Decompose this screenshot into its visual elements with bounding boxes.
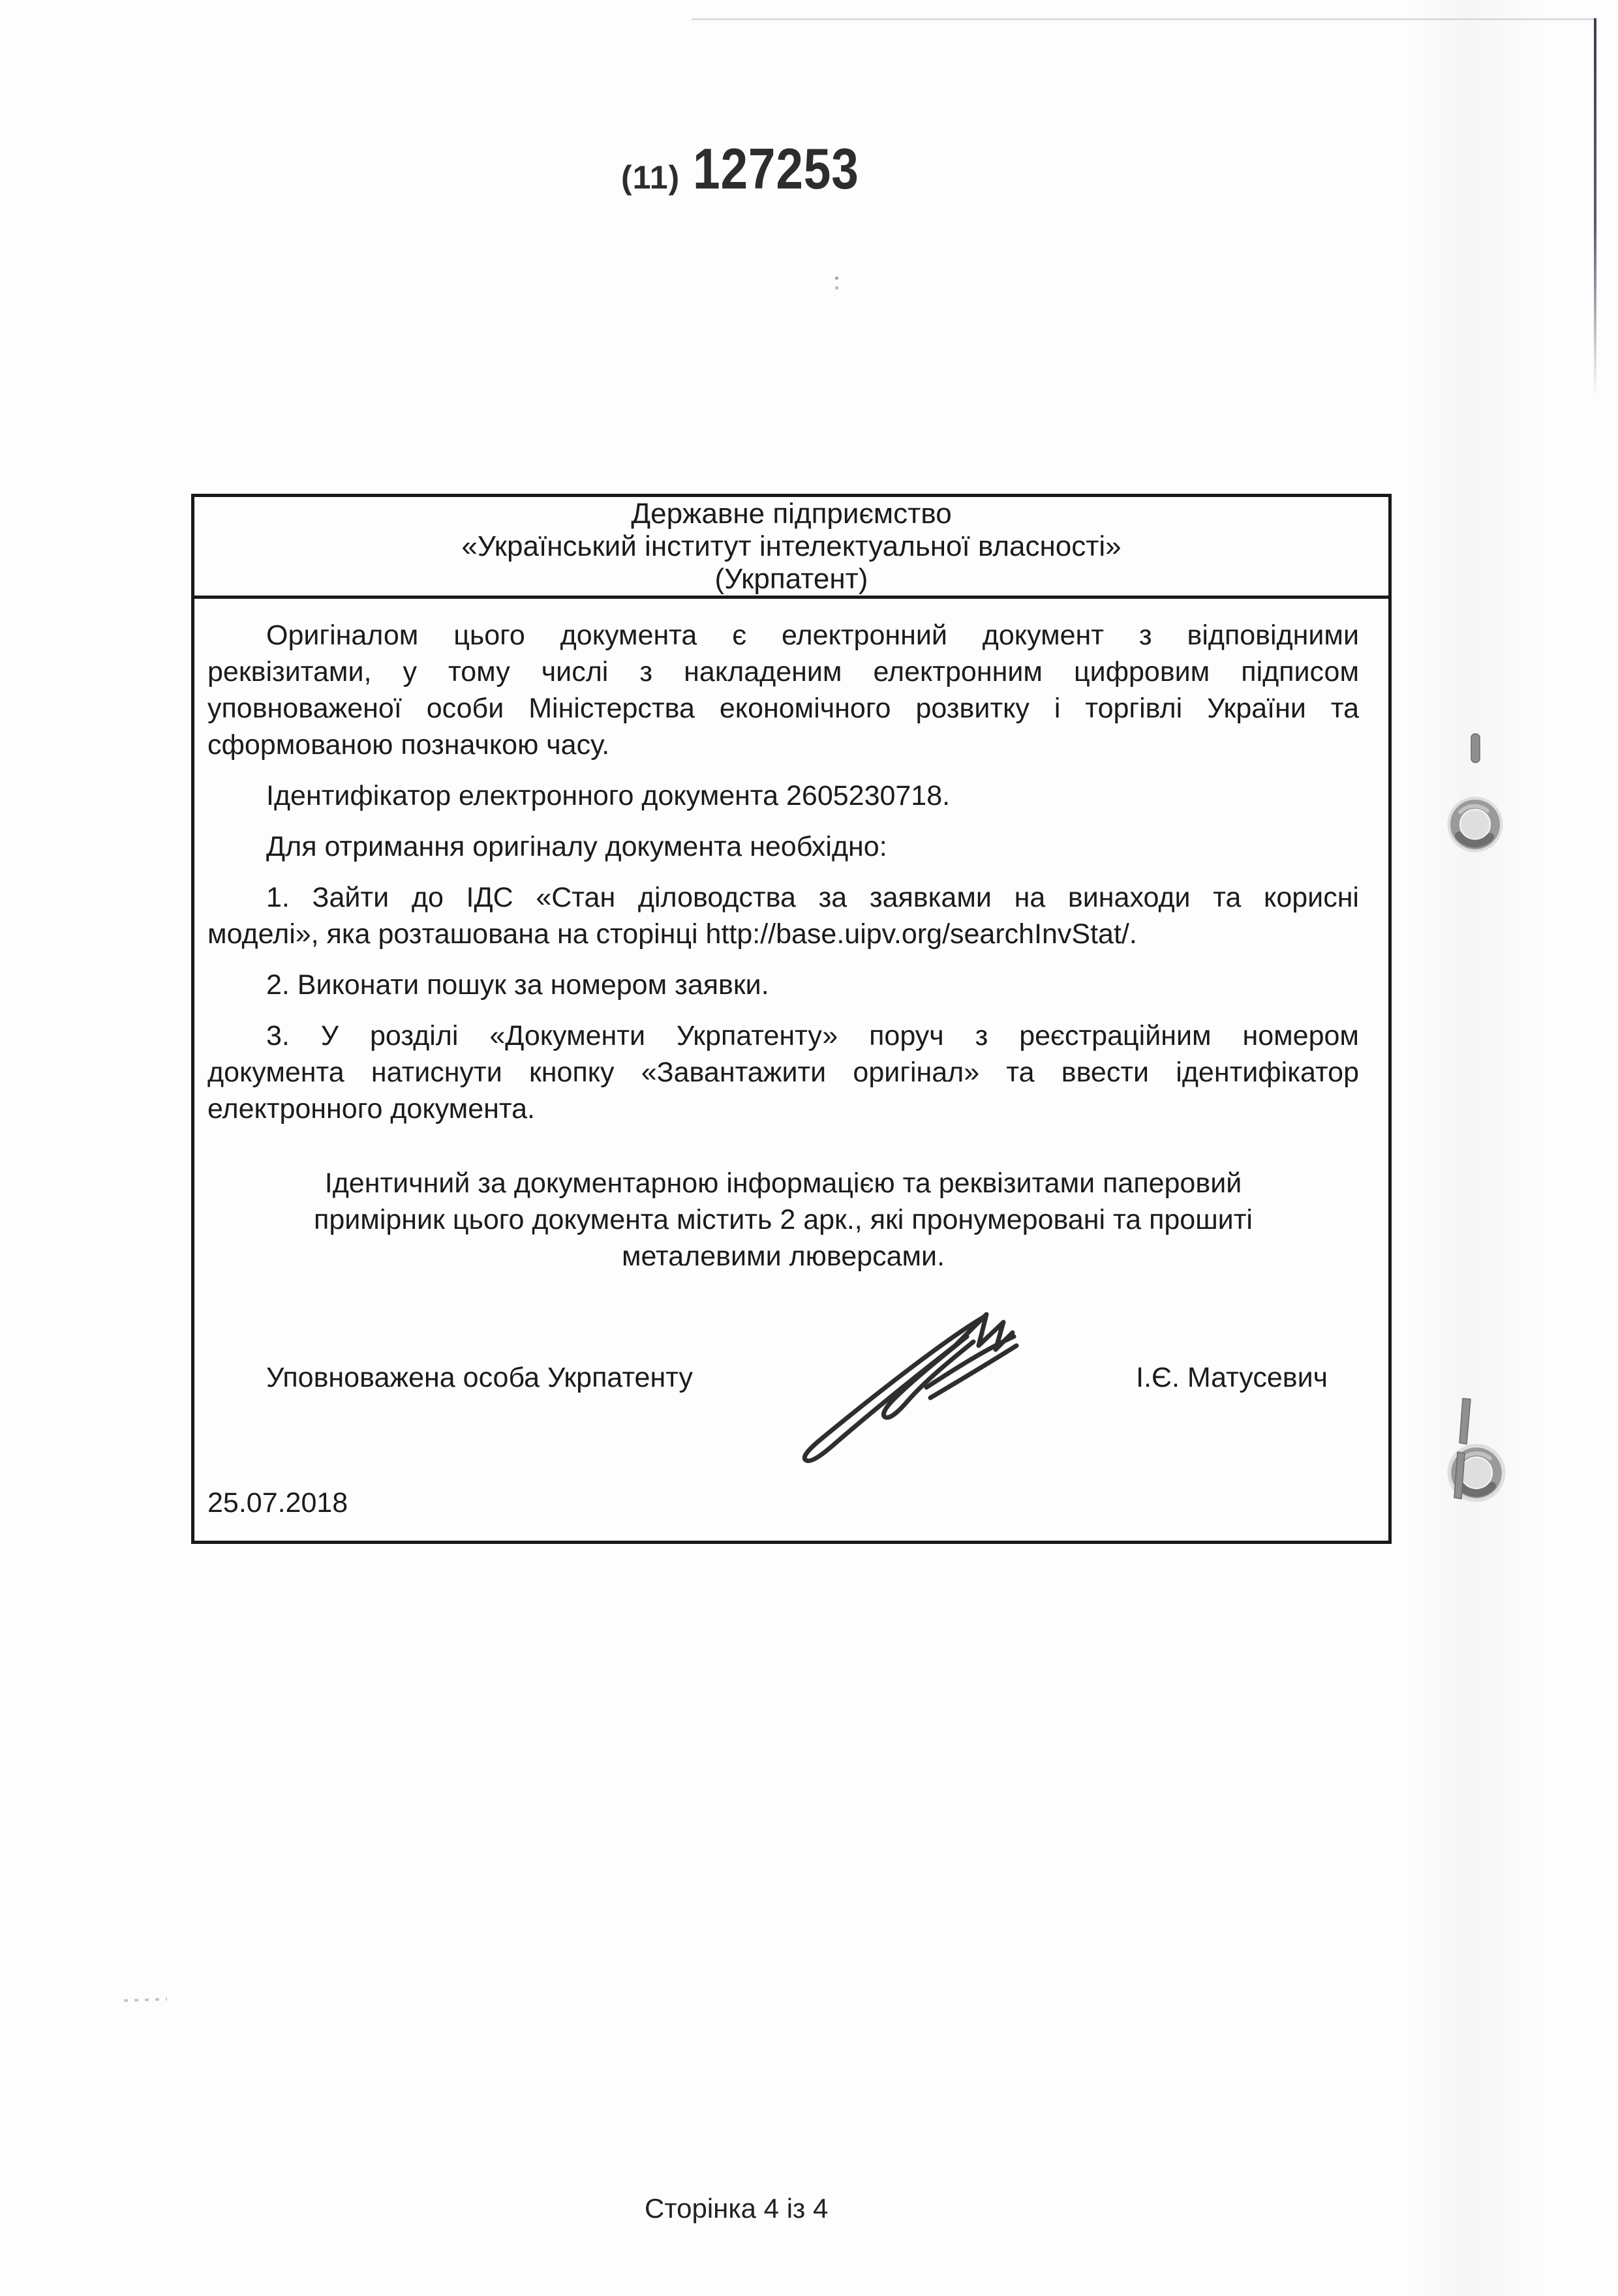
paragraph-identical-paper-copy [207, 1165, 1359, 1275]
patent-number-row [621, 136, 889, 202]
instruction-step-1 [207, 879, 1359, 952]
signer-name: І.Є. Матусевич [1136, 1362, 1328, 1393]
scan-artifact-smudge [124, 1998, 167, 2002]
binding-grommet-bottom-icon [1429, 1389, 1527, 1539]
text-line: електронного документа. [207, 1093, 535, 1125]
grommet-pin [1471, 734, 1480, 763]
text-line: Для отримання оригіналу документа необхідно: [266, 831, 887, 862]
paragraph-original-is-electronic [207, 617, 1359, 763]
text-line: уповноваженої особи Міністерства економічного розвитку і торгівлі України та [207, 693, 1359, 724]
text-line: Оригіналом цього документа є електронний документ з відповідними [266, 620, 1359, 651]
scan-shadow-band [1403, 0, 1546, 2296]
scan-artifact-top-line [692, 18, 1596, 20]
text-line: 3. У розділі «Документи Укрпатенту» поруч з реєстраційним номером [266, 1020, 1359, 1051]
scan-artifact-speck [835, 277, 838, 280]
text-line: моделі», яка розташована на сторінці http://base.uipv.org/searchInvStat/. [207, 918, 1137, 950]
text-line: Ідентифікатор електронного документа 2605230718. [266, 780, 951, 811]
text-line: реквізитами, у тому числі з накладеним електронним цифровим підписом [207, 656, 1359, 687]
paragraph-document-identifier [207, 778, 1359, 814]
document-header [194, 497, 1388, 599]
document-date: 25.07.2018 [207, 1487, 348, 1518]
text-line: Державне підприємство [631, 498, 952, 530]
page-indicator: Сторінка 4 із 4 [645, 2193, 829, 2224]
text-line: металевими люверсами. [621, 1241, 945, 1272]
authorized-person-label: Уповноважена особа Укрпатенту [266, 1362, 693, 1393]
document-body [194, 599, 1388, 1521]
scan-artifact-right-edge-line [1594, 18, 1596, 397]
paragraph-how-to-obtain [207, 828, 1359, 865]
text-line: 1. Зайти до ІДС «Стан діловодства за заявками на винаходи та корисні [266, 882, 1359, 913]
text-line: 2. Виконати пошук за номером заявки. [266, 969, 769, 1001]
binding-grommet-top-icon [1430, 714, 1521, 864]
text-line: сформованою позначкою часу. [207, 729, 610, 761]
text-line: (Укрпатент) [714, 563, 868, 595]
text-line: примірник цього документа містить 2 арк., які пронумеровані та прошиті [314, 1204, 1253, 1235]
document-frame [191, 494, 1392, 1544]
instruction-step-3 [207, 1018, 1359, 1127]
text-line: документа натиснути кнопку «Завантажити оригінал» та ввести ідентифікатор [207, 1057, 1359, 1088]
instruction-step-2 [207, 967, 1359, 1003]
handwritten-signature-icon [796, 1308, 1031, 1464]
text-line: «Український інститут інтелектуальної власності» [461, 530, 1122, 562]
patent-number: 127253 [693, 136, 859, 201]
grommet-pin [1459, 1398, 1471, 1444]
patent-kind-code: (11) [621, 159, 680, 196]
text-line: Ідентичний за документарною інформацією та реквізитами паперовий [324, 1168, 1242, 1199]
signature-row [207, 1359, 1359, 1396]
